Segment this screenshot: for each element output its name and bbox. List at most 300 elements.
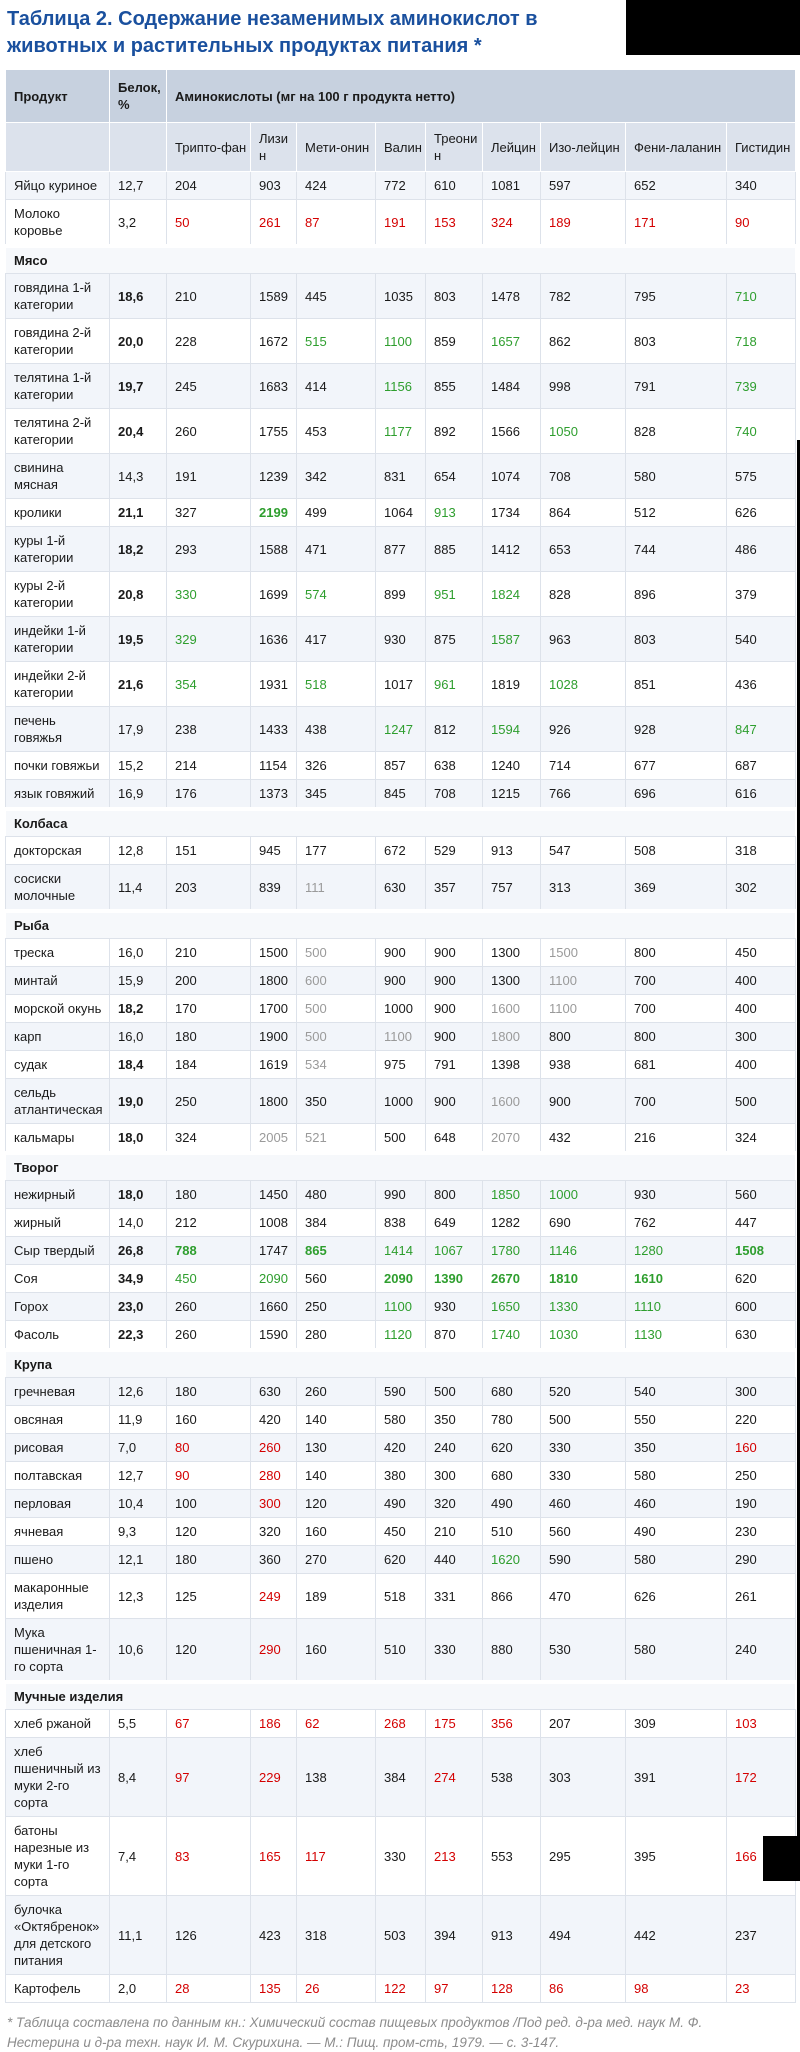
section-row	[6, 1153, 796, 1181]
table-row	[6, 319, 796, 364]
amino-value-cell: 913	[483, 837, 541, 865]
table-row	[6, 752, 796, 780]
amino-value-cell: 900	[376, 967, 426, 995]
product-name-cell: нежирный	[6, 1181, 110, 1209]
amino-value-cell: 540	[626, 1378, 727, 1406]
amino-value-cell: 261	[727, 1574, 796, 1619]
protein-value-cell: 20,8	[110, 572, 167, 617]
amino-value-cell: 680	[483, 1378, 541, 1406]
amino-value-cell: 961	[426, 662, 483, 707]
amino-value-cell: 1650	[483, 1293, 541, 1321]
footnote: * Таблица составлена по данным кн.: Химический состав пищевых продуктов /Под ред. д-ра мед. наук М. Ф. Нестерина и д-ра техн. наук И. М. Скурихина. — М.: Пищ. пром-сть, 1979. — с. 3-147.	[7, 2015, 703, 2050]
amino-value-cell: 384	[376, 1738, 426, 1817]
amino-value-cell: 423	[251, 1896, 297, 1975]
table-row	[6, 1817, 796, 1896]
amino-value-cell: 687	[727, 752, 796, 780]
amino-name-header: Изо-лейцин	[541, 123, 626, 172]
amino-value-cell: 290	[251, 1619, 297, 1683]
table-row	[6, 1710, 796, 1738]
amino-value-cell: 330	[541, 1462, 626, 1490]
protein-value-cell: 34,9	[110, 1265, 167, 1293]
product-name-cell: куры 1-й категории	[6, 527, 110, 572]
product-name-cell: Соя	[6, 1265, 110, 1293]
amino-value-cell: 1610	[626, 1265, 727, 1293]
amino-name-header: Треонин	[426, 123, 483, 172]
amino-value-cell: 739	[727, 364, 796, 409]
amino-value-cell: 900	[426, 995, 483, 1023]
amino-value-cell: 1600	[483, 995, 541, 1023]
amino-value-cell: 140	[297, 1406, 376, 1434]
amino-value-cell: 228	[167, 319, 251, 364]
amino-value-cell: 600	[727, 1293, 796, 1321]
amino-value-cell: 400	[727, 995, 796, 1023]
section-label: Колбаса	[6, 809, 796, 837]
amino-value-cell: 518	[297, 662, 376, 707]
amino-value-cell: 442	[626, 1896, 727, 1975]
table-row	[6, 454, 796, 499]
amino-value-cell: 1035	[376, 274, 426, 319]
amino-value-cell: 812	[426, 707, 483, 752]
amino-value-cell: 1672	[251, 319, 297, 364]
amino-value-cell: 648	[426, 1124, 483, 1154]
amino-value-cell: 394	[426, 1896, 483, 1975]
amino-value-cell: 708	[426, 780, 483, 810]
amino-value-cell: 900	[426, 1023, 483, 1051]
protein-value-cell: 16,9	[110, 780, 167, 810]
table-row	[6, 780, 796, 810]
amino-value-cell: 1412	[483, 527, 541, 572]
amino-value-cell: 128	[483, 1975, 541, 2003]
protein-value-cell: 26,8	[110, 1237, 167, 1265]
table-row	[6, 1490, 796, 1518]
table-row	[6, 1975, 796, 2003]
amino-value-cell: 1819	[483, 662, 541, 707]
protein-value-cell: 12,7	[110, 1462, 167, 1490]
amino-value-cell: 1300	[483, 939, 541, 967]
amino-value-cell: 2005	[251, 1124, 297, 1154]
amino-value-cell: 654	[426, 454, 483, 499]
protein-value-cell: 12,8	[110, 837, 167, 865]
protein-value-cell: 20,0	[110, 319, 167, 364]
amino-value-cell: 930	[376, 617, 426, 662]
amino-value-cell: 828	[626, 409, 727, 454]
amino-value-cell: 580	[376, 1406, 426, 1434]
amino-value-cell: 1100	[541, 967, 626, 995]
amino-value-cell: 530	[541, 1619, 626, 1683]
section-row	[6, 809, 796, 837]
amino-value-cell: 216	[626, 1124, 727, 1154]
table-row	[6, 1023, 796, 1051]
amino-value-cell: 1280	[626, 1237, 727, 1265]
section-label: Мясо	[6, 246, 796, 274]
amino-value-cell: 400	[727, 1051, 796, 1079]
amino-value-cell: 1589	[251, 274, 297, 319]
amino-value-cell: 447	[727, 1209, 796, 1237]
amino-value-cell: 845	[376, 780, 426, 810]
amino-value-cell: 80	[167, 1434, 251, 1462]
section-row	[6, 1350, 796, 1378]
amino-value-cell: 1081	[483, 172, 541, 200]
amino-value-cell: 680	[483, 1462, 541, 1490]
amino-value-cell: 1398	[483, 1051, 541, 1079]
amino-value-cell: 718	[727, 319, 796, 364]
amino-value-cell: 250	[727, 1462, 796, 1490]
amino-value-cell: 424	[297, 172, 376, 200]
protein-value-cell: 16,0	[110, 939, 167, 967]
amino-value-cell: 191	[376, 200, 426, 247]
amino-value-cell: 896	[626, 572, 727, 617]
amino-value-cell: 550	[626, 1406, 727, 1434]
amino-value-cell: 877	[376, 527, 426, 572]
amino-value-cell: 210	[426, 1518, 483, 1546]
amino-value-cell: 490	[483, 1490, 541, 1518]
amino-value-cell: 714	[541, 752, 626, 780]
amino-value-cell: 213	[426, 1817, 483, 1896]
protein-value-cell: 12,6	[110, 1378, 167, 1406]
amino-value-cell: 117	[297, 1817, 376, 1896]
amino-value-cell: 538	[483, 1738, 541, 1817]
protein-value-cell: 15,2	[110, 752, 167, 780]
amino-value-cell: 2090	[376, 1265, 426, 1293]
amino-value-cell: 560	[727, 1181, 796, 1209]
amino-value-cell: 391	[626, 1738, 727, 1817]
amino-value-cell: 90	[727, 200, 796, 247]
amino-value-cell: 1683	[251, 364, 297, 409]
table-row	[6, 617, 796, 662]
amino-value-cell: 414	[297, 364, 376, 409]
amino-value-cell: 151	[167, 837, 251, 865]
amino-value-cell: 280	[251, 1462, 297, 1490]
product-name-cell: говядина 2-й категории	[6, 319, 110, 364]
amino-value-cell: 190	[727, 1490, 796, 1518]
table-row	[6, 274, 796, 319]
amino-value-cell: 681	[626, 1051, 727, 1079]
amino-value-cell: 1900	[251, 1023, 297, 1051]
product-name-cell: индейки 1-й категории	[6, 617, 110, 662]
amino-value-cell: 1810	[541, 1265, 626, 1293]
amino-value-cell: 590	[376, 1378, 426, 1406]
amino-value-cell: 229	[251, 1738, 297, 1817]
amino-value-cell: 1414	[376, 1237, 426, 1265]
amino-value-cell: 762	[626, 1209, 727, 1237]
amino-value-cell: 1074	[483, 454, 541, 499]
amino-value-cell: 302	[727, 865, 796, 912]
amino-value-cell: 331	[426, 1574, 483, 1619]
amino-value-cell: 189	[541, 200, 626, 247]
amino-value-cell: 1120	[376, 1321, 426, 1351]
amino-value-cell: 1747	[251, 1237, 297, 1265]
amino-value-cell: 207	[541, 1710, 626, 1738]
product-name-cell: треска	[6, 939, 110, 967]
amino-value-cell: 1390	[426, 1265, 483, 1293]
table-header	[6, 70, 796, 172]
amino-value-cell: 653	[541, 527, 626, 572]
amino-value-cell: 1657	[483, 319, 541, 364]
amino-value-cell: 590	[541, 1546, 626, 1574]
amino-value-cell: 652	[626, 172, 727, 200]
amino-value-cell: 998	[541, 364, 626, 409]
protein-value-cell: 2,0	[110, 1975, 167, 2003]
amino-value-cell: 672	[376, 837, 426, 865]
product-name-cell: индейки 2-й категории	[6, 662, 110, 707]
protein-value-cell: 18,2	[110, 527, 167, 572]
amino-value-cell: 880	[483, 1619, 541, 1683]
protein-value-cell: 12,1	[110, 1546, 167, 1574]
amino-value-cell: 100	[167, 1490, 251, 1518]
protein-value-cell: 11,9	[110, 1406, 167, 1434]
product-name-cell: кальмары	[6, 1124, 110, 1154]
product-name-cell: ячневая	[6, 1518, 110, 1546]
amino-value-cell: 1064	[376, 499, 426, 527]
amino-value-cell: 357	[426, 865, 483, 912]
amino-value-cell: 160	[297, 1619, 376, 1683]
product-name-cell: докторская	[6, 837, 110, 865]
amino-value-cell: 540	[727, 617, 796, 662]
protein-value-cell: 21,1	[110, 499, 167, 527]
amino-value-cell: 170	[167, 995, 251, 1023]
amino-value-cell: 26	[297, 1975, 376, 2003]
amino-value-cell: 630	[727, 1321, 796, 1351]
product-name-cell: минтай	[6, 967, 110, 995]
amino-value-cell: 529	[426, 837, 483, 865]
amino-value-cell: 450	[376, 1518, 426, 1546]
amino-value-cell: 710	[727, 274, 796, 319]
amino-value-cell: 520	[541, 1378, 626, 1406]
amino-value-cell: 1740	[483, 1321, 541, 1351]
amino-value-cell: 700	[626, 1079, 727, 1124]
product-column-header: Продукт	[6, 70, 110, 123]
black-box-bottom-right	[763, 1836, 800, 1881]
amino-value-cell: 1100	[376, 1023, 426, 1051]
protein-value-cell: 23,0	[110, 1293, 167, 1321]
amino-value-cell: 180	[167, 1378, 251, 1406]
product-name-cell: гречневая	[6, 1378, 110, 1406]
amino-value-cell: 510	[483, 1518, 541, 1546]
product-name-cell: говядина 1-й категории	[6, 274, 110, 319]
amino-value-cell: 200	[167, 967, 251, 995]
section-row	[6, 246, 796, 274]
amino-value-cell: 795	[626, 274, 727, 319]
amino-name-header: Гистидин	[727, 123, 796, 172]
section-label: Крупа	[6, 1350, 796, 1378]
amino-value-cell: 945	[251, 837, 297, 865]
protein-value-cell: 18,0	[110, 1181, 167, 1209]
protein-column-header: Белок, %	[110, 70, 167, 123]
amino-value-cell: 470	[541, 1574, 626, 1619]
amino-value-cell: 165	[251, 1817, 297, 1896]
protein-value-cell: 18,2	[110, 995, 167, 1023]
table-row	[6, 1181, 796, 1209]
amino-value-cell: 268	[376, 1710, 426, 1738]
amino-value-cell: 1030	[541, 1321, 626, 1351]
amino-value-cell: 238	[167, 707, 251, 752]
section-label: Мучные изделия	[6, 1682, 796, 1710]
amino-value-cell: 900	[426, 939, 483, 967]
protein-value-cell: 11,4	[110, 865, 167, 912]
amino-value-cell: 500	[426, 1378, 483, 1406]
product-name-cell: телятина 2-й категории	[6, 409, 110, 454]
amino-value-cell: 300	[426, 1462, 483, 1490]
table-row	[6, 995, 796, 1023]
amino-value-cell: 857	[376, 752, 426, 780]
amino-value-cell: 1100	[376, 1293, 426, 1321]
amino-value-cell: 260	[167, 1293, 251, 1321]
table-row	[6, 939, 796, 967]
amino-value-cell: 800	[541, 1023, 626, 1051]
amino-value-cell: 855	[426, 364, 483, 409]
amino-value-cell: 1240	[483, 752, 541, 780]
amino-value-cell: 1154	[251, 752, 297, 780]
amino-value-cell: 899	[376, 572, 426, 617]
table-row	[6, 1124, 796, 1154]
amino-value-cell: 384	[297, 1209, 376, 1237]
amino-value-cell: 97	[426, 1975, 483, 2003]
amino-value-cell: 342	[297, 454, 376, 499]
amino-value-cell: 440	[426, 1546, 483, 1574]
amino-value-cell: 191	[167, 454, 251, 499]
table-row	[6, 1619, 796, 1683]
amino-value-cell: 580	[626, 1462, 727, 1490]
protein-value-cell: 22,3	[110, 1321, 167, 1351]
product-name-cell: Фасоль	[6, 1321, 110, 1351]
product-name-cell: почки говяжьи	[6, 752, 110, 780]
amino-value-cell: 2199	[251, 499, 297, 527]
amino-value-cell: 230	[727, 1518, 796, 1546]
protein-value-cell: 7,4	[110, 1817, 167, 1896]
amino-name-header: Фени-лаланин	[626, 123, 727, 172]
amino-value-cell: 420	[376, 1434, 426, 1462]
amino-value-cell: 626	[626, 1574, 727, 1619]
table-row	[6, 865, 796, 912]
amino-value-cell: 990	[376, 1181, 426, 1209]
amino-value-cell: 900	[426, 967, 483, 995]
protein-value-cell: 12,3	[110, 1574, 167, 1619]
table-row	[6, 1462, 796, 1490]
protein-value-cell: 19,5	[110, 617, 167, 662]
amino-value-cell: 791	[626, 364, 727, 409]
amino-value-cell: 1300	[483, 967, 541, 995]
table-row	[6, 1051, 796, 1079]
amino-value-cell: 270	[297, 1546, 376, 1574]
amino-value-cell: 471	[297, 527, 376, 572]
amino-value-cell: 1620	[483, 1546, 541, 1574]
amino-value-cell: 240	[727, 1619, 796, 1683]
product-name-cell: Молоко коровье	[6, 200, 110, 247]
amino-value-cell: 864	[541, 499, 626, 527]
page-title: Таблица 2. Содержание незаменимых аминокислот в животных и растительных продуктах питания *	[7, 8, 538, 57]
amino-value-cell: 515	[297, 319, 376, 364]
amino-value-cell: 803	[626, 319, 727, 364]
amino-value-cell: 512	[626, 499, 727, 527]
amino-value-cell: 1484	[483, 364, 541, 409]
amino-value-cell: 140	[297, 1462, 376, 1490]
amino-value-cell: 1588	[251, 527, 297, 572]
amino-value-cell: 1594	[483, 707, 541, 752]
table-row	[6, 967, 796, 995]
amino-value-cell: 800	[426, 1181, 483, 1209]
table-row	[6, 1896, 796, 1975]
amino-value-cell: 486	[727, 527, 796, 572]
amino-value-cell: 166	[727, 1817, 796, 1896]
product-name-cell: пшено	[6, 1546, 110, 1574]
empty-header-cell	[6, 123, 110, 172]
protein-value-cell: 14,0	[110, 1209, 167, 1237]
amino-value-cell: 379	[727, 572, 796, 617]
amino-value-cell: 261	[251, 200, 297, 247]
protein-value-cell: 18,0	[110, 1124, 167, 1154]
amino-value-cell: 690	[541, 1209, 626, 1237]
product-name-cell: печень говяжья	[6, 707, 110, 752]
amino-value-cell: 930	[426, 1293, 483, 1321]
amino-value-cell: 1110	[626, 1293, 727, 1321]
amino-value-cell: 220	[727, 1406, 796, 1434]
amino-value-cell: 1500	[251, 939, 297, 967]
amino-group-header: Аминокислоты (мг на 100 г продукта нетто)	[167, 70, 796, 123]
amino-value-cell: 324	[727, 1124, 796, 1154]
amino-value-cell: 803	[426, 274, 483, 319]
amino-value-cell: 345	[297, 780, 376, 810]
product-name-cell: овсяная	[6, 1406, 110, 1434]
amino-value-cell: 214	[167, 752, 251, 780]
amino-value-cell: 160	[727, 1434, 796, 1462]
product-name-cell: жирный	[6, 1209, 110, 1237]
amino-value-cell: 450	[167, 1265, 251, 1293]
amino-value-cell: 1780	[483, 1237, 541, 1265]
table-row	[6, 572, 796, 617]
amino-value-cell: 1590	[251, 1321, 297, 1351]
amino-value-cell: 28	[167, 1975, 251, 2003]
product-name-cell: язык говяжий	[6, 780, 110, 810]
amino-value-cell: 395	[626, 1817, 727, 1896]
amino-value-cell: 1000	[541, 1181, 626, 1209]
amino-value-cell: 210	[167, 274, 251, 319]
product-name-cell: полтавская	[6, 1462, 110, 1490]
amino-value-cell: 1700	[251, 995, 297, 1023]
product-name-cell: батоны нарезные из муки 1-го сорта	[6, 1817, 110, 1896]
amino-value-cell: 782	[541, 274, 626, 319]
amino-value-cell: 135	[251, 1975, 297, 2003]
amino-value-cell: 120	[167, 1518, 251, 1546]
amino-value-cell: 420	[251, 1406, 297, 1434]
amino-value-cell: 1373	[251, 780, 297, 810]
amino-value-cell: 160	[297, 1518, 376, 1546]
amino-value-cell: 1067	[426, 1237, 483, 1265]
protein-value-cell: 3,2	[110, 200, 167, 247]
amino-value-cell: 740	[727, 409, 796, 454]
protein-value-cell: 19,7	[110, 364, 167, 409]
product-name-cell: морской окунь	[6, 995, 110, 1023]
amino-value-cell: 500	[297, 939, 376, 967]
amino-value-cell: 500	[297, 995, 376, 1023]
amino-value-cell: 1931	[251, 662, 297, 707]
amino-value-cell: 260	[251, 1434, 297, 1462]
amino-value-cell: 417	[297, 617, 376, 662]
amino-value-cell: 1508	[727, 1237, 796, 1265]
amino-value-cell: 1215	[483, 780, 541, 810]
section-label: Творог	[6, 1153, 796, 1181]
amino-value-cell: 400	[727, 967, 796, 995]
amino-value-cell: 500	[541, 1406, 626, 1434]
amino-value-cell: 859	[426, 319, 483, 364]
product-name-cell: хлеб ржаной	[6, 1710, 110, 1738]
amino-value-cell: 350	[426, 1406, 483, 1434]
amino-value-cell: 354	[167, 662, 251, 707]
amino-value-cell: 138	[297, 1738, 376, 1817]
protein-value-cell: 10,4	[110, 1490, 167, 1518]
amino-value-cell: 560	[297, 1265, 376, 1293]
amino-value-cell: 1478	[483, 274, 541, 319]
protein-value-cell: 12,7	[110, 172, 167, 200]
